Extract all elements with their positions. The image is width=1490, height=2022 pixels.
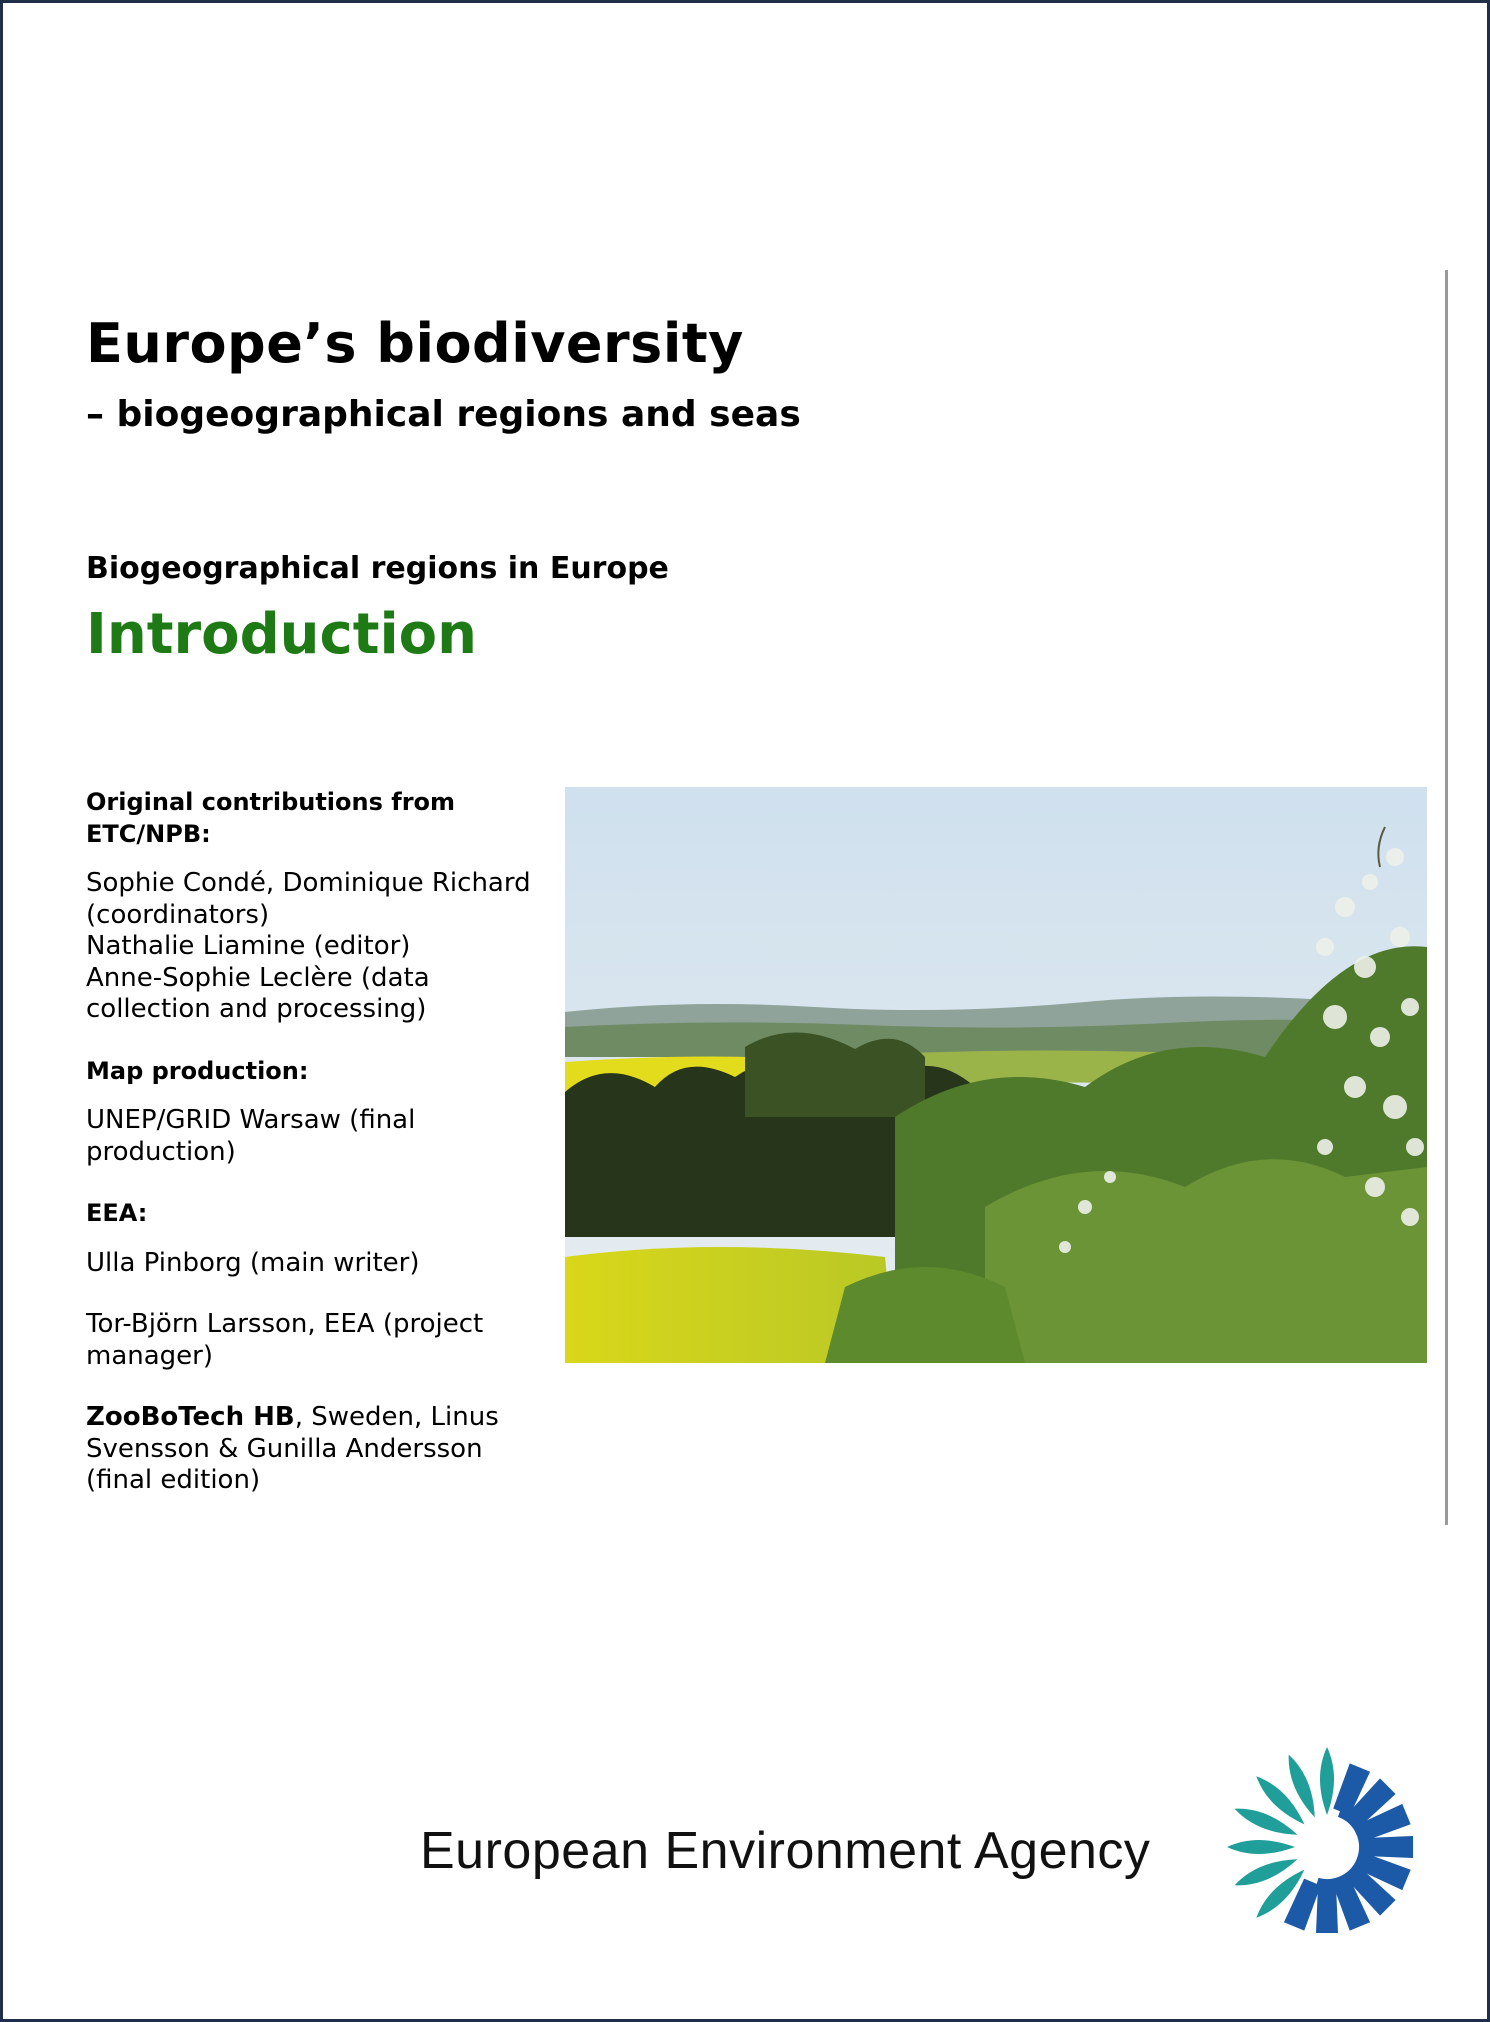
credits-heading-eea: EEA: — [86, 1199, 148, 1227]
landscape-photo — [565, 787, 1427, 1363]
credit-line: collection and processing) — [86, 994, 427, 1024]
logo-cog-tooth — [1316, 1885, 1338, 1933]
credit-line: manager) — [86, 1340, 214, 1371]
document-subtitle: – biogeographical regions and seas — [86, 394, 801, 435]
chapter-title: Introduction — [86, 602, 478, 667]
agency-name: European Environment Agency — [420, 1822, 1151, 1880]
credit-line: production) — [86, 1136, 236, 1167]
zoobotech-rest: , Sweden, Linus — [294, 1402, 499, 1432]
credits-block — [86, 787, 556, 1497]
credit-line: Nathalie Liamine (editor) — [86, 931, 411, 961]
document-title: Europe’s biodiversity — [86, 312, 744, 375]
credits-heading-original-2: ETC/NPB: — [86, 819, 211, 848]
credit-line: Sophie Condé, Dominique Richard — [86, 868, 531, 898]
credit-line-zoobotech — [86, 1402, 556, 1434]
credit-line: (coordinators) — [86, 899, 270, 930]
vertical-rule — [1445, 270, 1448, 1525]
credit-line: (final edition) — [86, 1465, 261, 1495]
logo-petal — [1320, 1747, 1334, 1815]
credit-line: UNEP/GRID Warsaw (final — [86, 1105, 416, 1135]
credit-line: Anne-Sophie Leclère (data — [86, 962, 430, 993]
credit-line: Tor-Björn Larsson, EEA (project — [86, 1309, 484, 1339]
credits-heading-original-1: Original contributions from — [86, 788, 456, 816]
eea-logo-icon — [1222, 1742, 1432, 1952]
section-heading: Biogeographical regions in Europe — [86, 551, 669, 586]
logo-petal — [1227, 1840, 1295, 1854]
zoobotech-name: ZooBoTech HB — [86, 1402, 295, 1432]
credit-line: Ulla Pinborg (main writer) — [86, 1247, 420, 1278]
logo-cog-tooth — [1365, 1836, 1413, 1858]
landscape-illustration — [565, 787, 1427, 1363]
credit-line: Svensson & Gunilla Andersson — [86, 1433, 483, 1464]
credits-heading-map: Map production: — [86, 1056, 309, 1085]
